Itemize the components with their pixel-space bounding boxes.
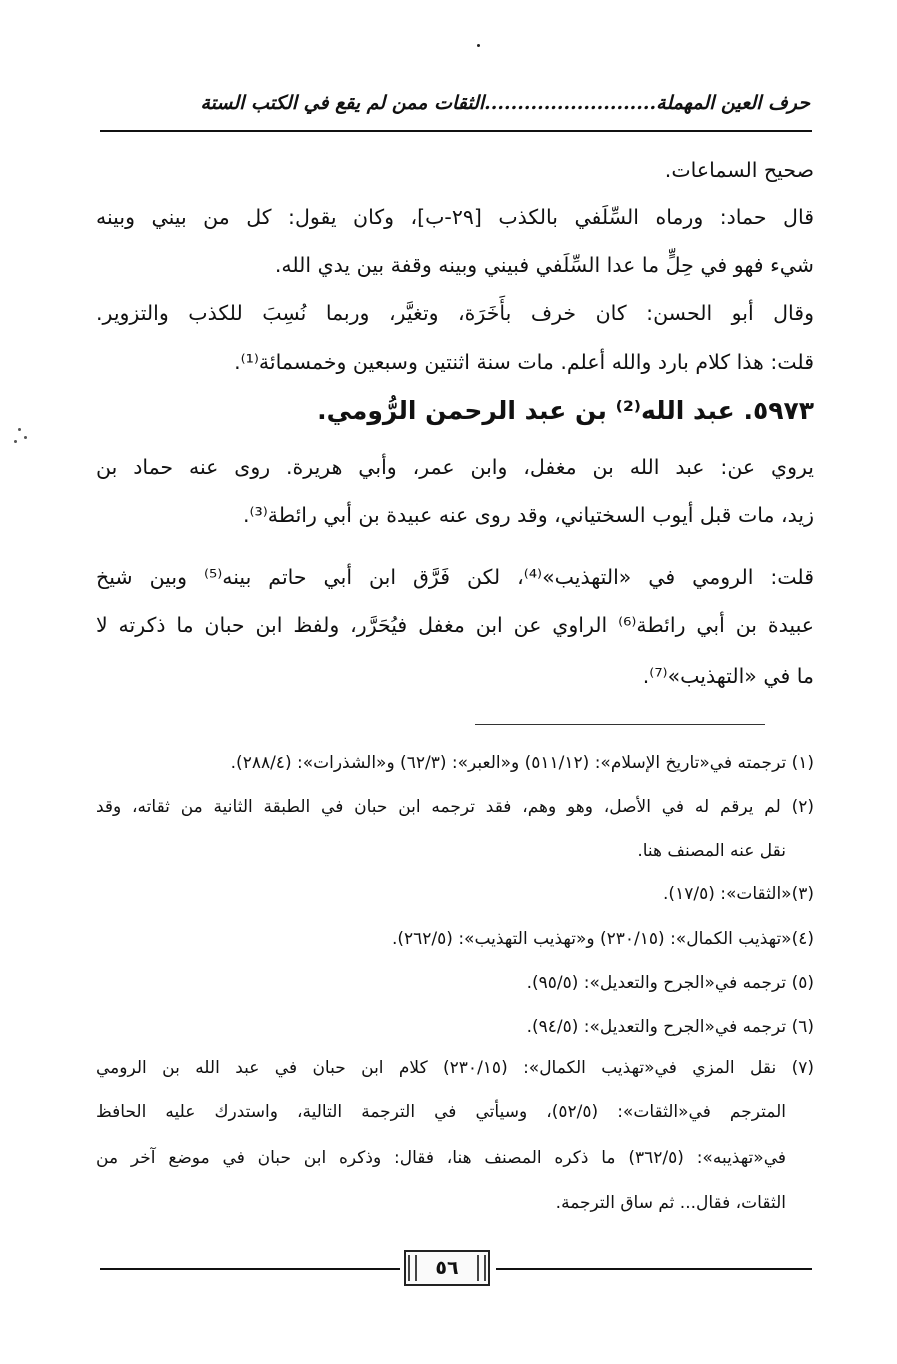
footnote: نقل عنه المصنف هنا. — [637, 841, 786, 861]
body-line: صحيح السماعات. — [664, 158, 814, 182]
footnote: (٧) نقل المزي في«تهذيب الكمال»: (٢٣٠/١٥) كلام ابن حبان في عبد الله بن الرومي — [96, 1058, 814, 1078]
page-number — [404, 1250, 490, 1286]
body-line: ما في «التهذيب»⁽⁷⁾. — [642, 664, 814, 688]
footer-rule-right — [496, 1268, 812, 1270]
body-line: قال حماد: ورماه السِّلَفي بالكذب [٢٩-ب]، وكان يقول: كل من بيني وبينه — [96, 205, 814, 229]
footnote: (٥) ترجمه في«الجرح والتعديل»: (٩٥/٥). — [526, 973, 814, 993]
footnote: (٤)«تهذيب الكمال»: (٢٣٠/١٥) و«تهذيب التهذيب»: (٢٦٢/٥). — [391, 929, 814, 949]
body-line: عبيدة بن أبي رائطة⁽⁶⁾ الراوي عن ابن مغفل فيُحَرَّر، ولفظ ابن حبان ما ذكرته لا — [96, 613, 814, 637]
scan-speck — [24, 436, 27, 439]
footnote: (٣)«الثقات»: (١٧/٥). — [663, 884, 814, 904]
body-line: وقال أبو الحسن: كان خرف بأَخَرَة، وتغيَّر، وربما نُسِبَ للكذب والتزوير. — [96, 301, 814, 325]
body-line: قلت: هذا كلام بارد والله أعلم. مات سنة اثنتين وسبعين وخمسمائة⁽¹⁾. — [234, 350, 814, 374]
footnote: (٦) ترجمه في«الجرح والتعديل»: (٩٤/٥). — [526, 1017, 814, 1037]
body-line: قلت: الرومي في «التهذيب»⁽⁴⁾، لكن فَرَّق ابن أبي حاتم بينه⁽⁵⁾ وبين شيخ — [96, 565, 814, 589]
footnote: (١) ترجمته في«تاريخ الإسلام»: (٥١١/١٢) و«العبر»: (٦٢/٣) و«الشذرات»: (٢٨٨/٤). — [230, 753, 814, 773]
page-number-text: ٥٦ — [435, 1257, 459, 1279]
scan-speck — [14, 440, 17, 443]
footnote-separator — [475, 724, 765, 725]
body-line: يروي عن: عبد الله بن مغفل، وابن عمر، وأبي هريرة. روى عنه حماد بن — [96, 455, 814, 479]
footnote: في«تهذيبه»: (٣٦٢/٥) ما ذكره المصنف هنا، فقال: وذكره ابن حبان في موضع آخر من — [96, 1148, 786, 1168]
header-rule — [100, 130, 812, 132]
footnote: (٢) لم يرقم له في الأصل، وهو وهم، فقد ترجمه ابن حبان في الطبقة الثانية من ثقاته، وقد — [96, 797, 814, 817]
entry-title: ٥٩٧٣. عبد الله⁽²⁾ بن عبد الرحمن الرُّومي. — [317, 396, 814, 425]
ink-speck — [477, 44, 480, 47]
running-header: حرف العين المهملة..........................الثقات ممن لم يقع في الكتب الستة — [200, 92, 810, 114]
body-line: شيء فهو في حِلٍّ ما عدا السِّلَفي فبيني وبينه وقفة بين يدي الله. — [274, 253, 814, 277]
footer-rule-left — [100, 1268, 400, 1270]
footnote: المترجم في«الثقات»: (٥٢/٥)، وسيأتي في الترجمة التالية، واستدرك عليه الحافظ — [96, 1102, 786, 1122]
footnote: الثقات، فقال... ثم ساق الترجمة. — [555, 1193, 786, 1213]
scan-speck — [18, 428, 21, 431]
body-line: زيد، مات قبل أيوب السختياني، وقد روى عنه عبيدة بن أبي رائطة⁽³⁾. — [242, 503, 814, 527]
